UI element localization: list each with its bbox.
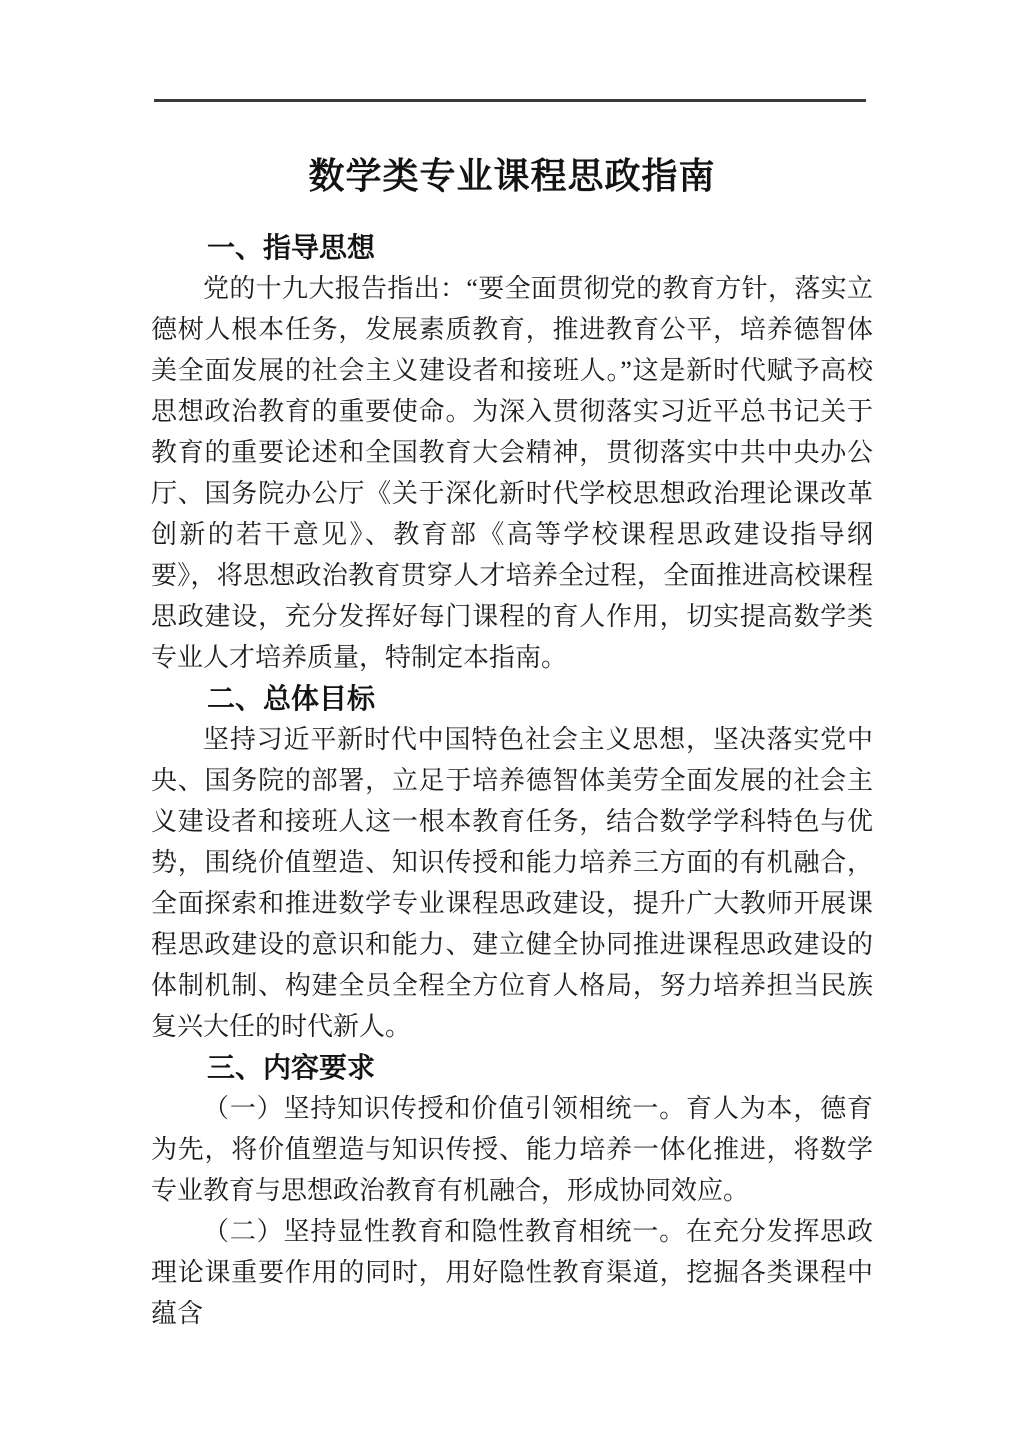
section-1-paragraph-1: 党的十九大报告指出：“要全面贯彻党的教育方针，落实立德树人根本任务，发展素质教育，推进教育公平，培养德智体美全面发展的社会主义建设者和接班人。”这是新时代赋予高校思想政治教育的重要使命。为深入贯彻落实习近平总书记关于教育的重要论述和全国教育大会精神，贯彻落实中共中央办公厅、国务院办公厅《关于深化新时代学校思想政治理论课改革创新的若干意见》、教育部《高等学校课程思政建设指导纲要》，将思想政治教育贯穿人才培养全过程，全面推进高校课程思政建设，充分发挥好每门课程的育人作用，切实提高数学类专业人才培养质量，特制定本指南。 (151, 274, 873, 672)
section-1-heading: 一、指导思想 (207, 232, 376, 263)
document-title: 数学类专业课程思政指南 (308, 155, 716, 196)
section-3-paragraph-1: （一）坚持知识传授和价值引领相统一。育人为本，德育为先，将价值塑造与知识传授、能力培养一体化推进，将数学专业教育与思想政治教育有机融合，形成协同效应。 (151, 1094, 873, 1205)
section-2-heading: 二、总体目标 (207, 683, 376, 714)
section-3-paragraph-2: （二）坚持显性教育和隐性教育相统一。在充分发挥思政理论课重要作用的同时，用好隐性教育渠道，挖掘各类课程中蕴含 (151, 1217, 873, 1328)
section-3-heading: 三、内容要求 (207, 1052, 376, 1083)
header-rule (154, 99, 866, 102)
section-2-paragraph-1: 坚持习近平新时代中国特色社会主义思想，坚决落实党中央、国务院的部署，立足于培养德智体美劳全面发展的社会主义建设者和接班人这一根本教育任务，结合数学学科特色与优势，围绕价值塑造、知识传授和能力培养三方面的有机融合，全面探索和推进数学专业课程思政建设，提升广大教师开展课程思政建设的意识和能力、建立健全协同推进课程思政建设的体制机制、构建全员全程全方位育人格局，努力培养担当民族复兴大任的时代新人。 (151, 725, 873, 1041)
